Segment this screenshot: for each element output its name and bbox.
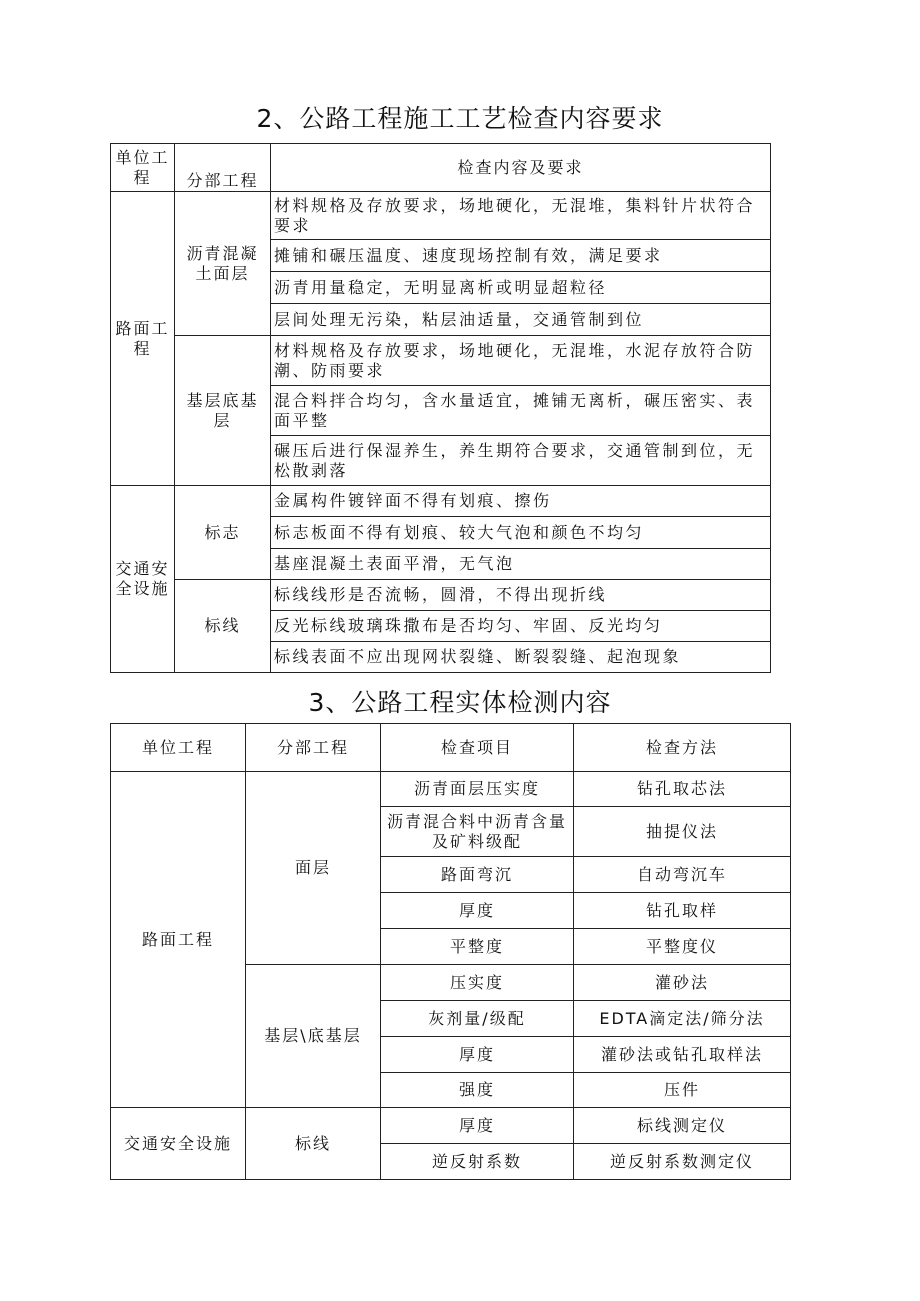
method-cell: EDTA滴定法/筛分法 <box>574 1001 791 1037</box>
content-cell: 金属构件镀锌面不得有划痕、擦伤 <box>271 486 771 517</box>
item-cell: 厚度 <box>381 1108 574 1144</box>
table-row <box>111 1108 791 1144</box>
header-content: 检查内容及要求 <box>271 144 771 192</box>
method-cell: 钻孔取样 <box>574 893 791 929</box>
item-cell: 厚度 <box>381 893 574 929</box>
table-row <box>111 336 771 386</box>
item-cell: 平整度 <box>381 929 574 965</box>
content-cell: 碾压后进行保湿养生，养生期符合要求，交通管制到位，无松散剥落 <box>271 436 771 486</box>
method-cell: 灌砂法 <box>574 965 791 1001</box>
header-unit: 单位工程 <box>111 144 175 192</box>
header-sub: 分部工程 <box>246 724 381 772</box>
item-cell: 压实度 <box>381 965 574 1001</box>
part-cell: 沥青混凝土面层 <box>175 192 271 336</box>
content-cell: 材料规格及存放要求，场地硬化，无混堆，水泥存放符合防潮、防雨要求 <box>271 336 771 386</box>
process-inspection-table <box>110 143 771 673</box>
part-cell: 基层\底基层 <box>246 965 381 1108</box>
part-cell: 标线 <box>246 1108 381 1180</box>
method-cell: 抽提仪法 <box>574 807 791 857</box>
entity-testing-table <box>110 723 791 1180</box>
table-header-row <box>111 144 771 192</box>
header-sub: 分部工程 <box>175 144 271 192</box>
item-cell: 逆反射系数 <box>381 1144 574 1180</box>
item-cell: 路面弯沉 <box>381 857 574 893</box>
table-header-row <box>111 724 791 772</box>
content-cell: 基座混凝土表面平滑，无气泡 <box>271 549 771 580</box>
unit-cell: 交通安全设施 <box>111 486 175 673</box>
table-row <box>111 772 791 807</box>
method-cell: 灌砂法或钻孔取样法 <box>574 1037 791 1073</box>
item-cell: 沥青面层压实度 <box>381 772 574 807</box>
method-cell: 平整度仪 <box>574 929 791 965</box>
content-cell: 沥青用量稳定，无明显离析或明显超粒径 <box>271 272 771 304</box>
unit-cell: 交通安全设施 <box>111 1108 246 1180</box>
part-cell: 基层底基层 <box>175 336 271 486</box>
content-cell: 标线表面不应出现网状裂缝、断裂裂缝、起泡现象 <box>271 642 771 673</box>
table-row <box>111 192 771 240</box>
content-cell: 层间处理无污染，粘层油适量，交通管制到位 <box>271 304 771 336</box>
section-2-title: 2、公路工程施工工艺检查内容要求 <box>256 104 664 133</box>
section-3-title: 3、公路工程实体检测内容 <box>308 688 612 717</box>
part-cell: 标线 <box>175 580 271 673</box>
method-cell: 自动弯沉车 <box>574 857 791 893</box>
table-row <box>111 580 771 611</box>
unit-cell: 路面工程 <box>111 192 175 486</box>
content-cell: 混合料拌合均匀，含水量适宜，摊铺无离析，碾压密实、表面平整 <box>271 386 771 436</box>
part-cell: 面层 <box>246 772 381 965</box>
header-item: 检查项目 <box>381 724 574 772</box>
method-cell: 钻孔取芯法 <box>574 772 791 807</box>
method-cell: 压件 <box>574 1073 791 1108</box>
method-cell: 逆反射系数测定仪 <box>574 1144 791 1180</box>
item-cell: 厚度 <box>381 1037 574 1073</box>
content-cell: 材料规格及存放要求，场地硬化，无混堆，集料针片状符合要求 <box>271 192 771 240</box>
method-cell: 标线测定仪 <box>574 1108 791 1144</box>
unit-cell: 路面工程 <box>111 772 246 1108</box>
header-method: 检查方法 <box>574 724 791 772</box>
content-cell: 标线线形是否流畅，圆滑，不得出现折线 <box>271 580 771 611</box>
item-cell: 灰剂量/级配 <box>381 1001 574 1037</box>
header-unit: 单位工程 <box>111 724 246 772</box>
item-cell: 沥青混合料中沥青含量及矿料级配 <box>381 807 574 857</box>
content-cell: 标志板面不得有划痕、较大气泡和颜色不均匀 <box>271 517 771 549</box>
part-cell: 标志 <box>175 486 271 580</box>
item-cell: 强度 <box>381 1073 574 1108</box>
content-cell: 摊铺和碾压温度、速度现场控制有效，满足要求 <box>271 240 771 272</box>
content-cell: 反光标线玻璃珠撒布是否均匀、牢固、反光均匀 <box>271 611 771 642</box>
table-row <box>111 486 771 517</box>
